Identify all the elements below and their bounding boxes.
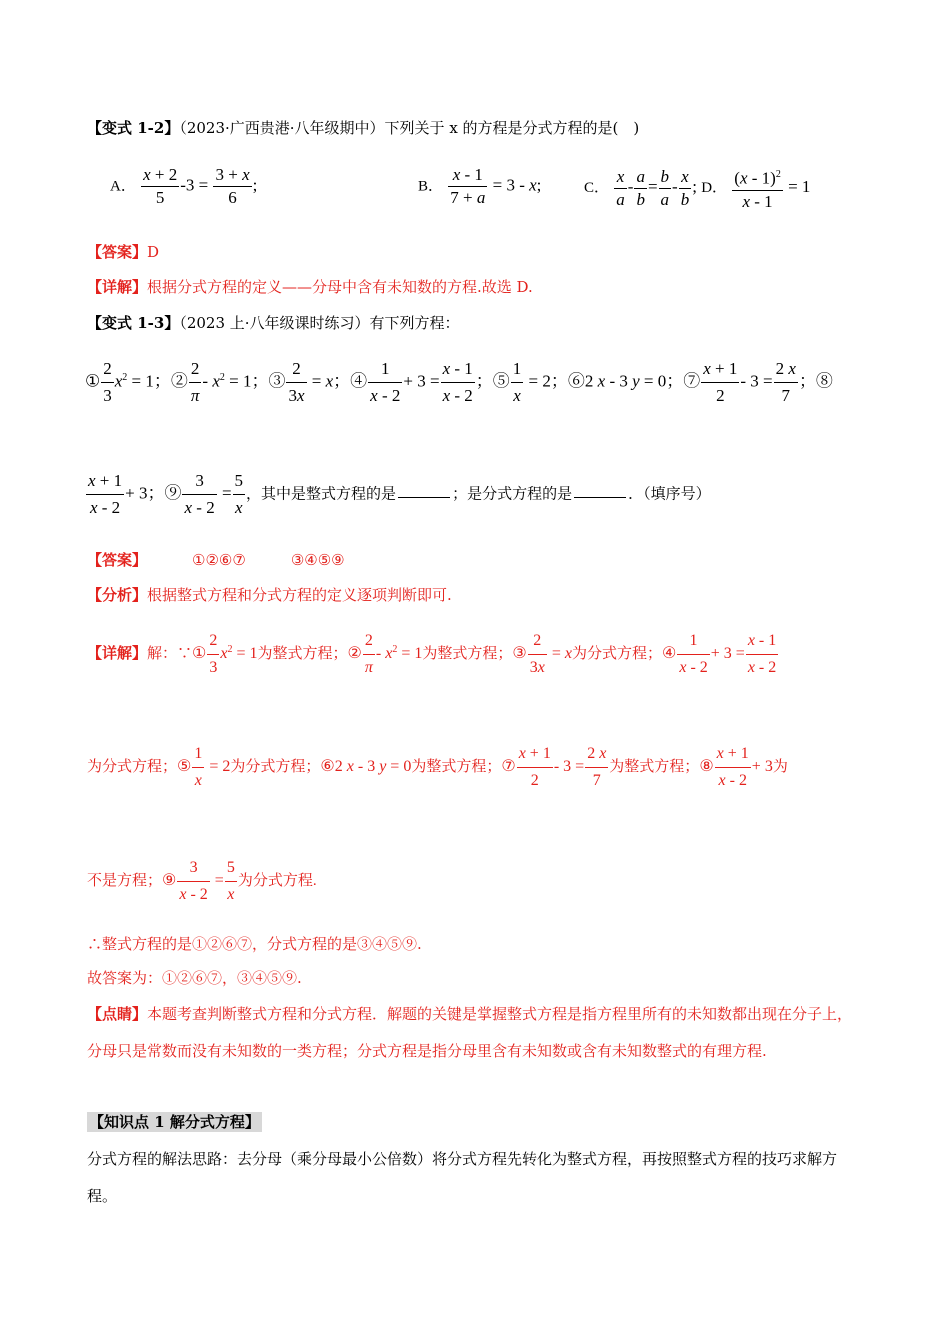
detail-text: 为分式方程；	[230, 759, 321, 776]
knowledge-point-title	[87, 1111, 262, 1132]
answer-1-2	[87, 241, 159, 262]
option-c-label: C．	[584, 180, 610, 197]
blank-integral[interactable]	[398, 497, 450, 498]
answer-tag: 【答案】	[87, 243, 148, 261]
option-a-label: A．	[110, 178, 136, 195]
formula: $\frac{x - 1}{7 + a}$	[450, 165, 486, 207]
comment-paragraph	[87, 996, 863, 1070]
formula: $\frac{(x - 1)^2}{x - 1}$	[732, 164, 783, 213]
detail-text: 为整式方程；	[411, 759, 502, 776]
analysis-tag: 【分析】	[87, 586, 148, 604]
conclusion-line-2: 故答案为：①②⑥⑦，③④⑤⑨.	[87, 969, 302, 987]
conclusion-line-1: ∴整式方程的是①②⑥⑦，分式方程的是③④⑤⑨.	[87, 935, 422, 953]
detail-text: 为整式方程；	[257, 646, 348, 663]
option-b-label: B．	[418, 178, 444, 195]
option-d-label: D．	[701, 180, 728, 197]
knowledge-point-text: 分式方程的解法思路：去分母（乘分母最小公倍数）将分式方程先转化为整式方程，再按照整式方程的技巧求解方程。	[87, 1150, 838, 1205]
explanation-1-2	[87, 276, 533, 297]
answer-1-3	[87, 549, 345, 570]
question-text: ，其中是整式方程的是	[246, 486, 397, 503]
variant-tag: 【变式 1-2】	[87, 119, 180, 137]
formula: $\frac{3 + x}{6}$	[215, 165, 250, 207]
knowledge-point-heading: 【知识点 1 解分式方程】	[89, 1113, 260, 1131]
comment-tag: 【点睛】	[87, 1005, 148, 1023]
option-b: B． $\frac{x - 1}{7 + a}$ = 3 - x;	[418, 165, 542, 207]
detail-line-2: 为分式方程；⑤ $\frac{1}{x}$ = 2为分式方程；⑥2 x - 3 y = 0为整式方程；⑦ $\frac{x + 1}{2}$ - 3 = $\frac{2 x}{7}$ 为整式方程；⑧ $\frac{x + 1}{x - 2}$ + 3为	[87, 741, 788, 794]
answer-text: D	[147, 243, 160, 261]
explanation-text: 根据分式方程的定义——分母中含有未知数的方程.故选 D.	[147, 278, 533, 296]
detail-text: 为整式方程；	[422, 646, 513, 663]
analysis-1-3	[87, 584, 452, 605]
detail-line-1: 【详解】解：∵① $\frac{2}{3}$ $x^2 = 1$为整式方程；② $\frac{2}{\pi}$ - $x^2 = 1$为整式方程；③ $\frac{2}{3x}$ = x为分式方程；④ $\frac{1}{x - 2}$ + 3 = $\frac{x - 1}{x - 2}$	[87, 628, 779, 681]
question-text: ．（填序号）	[628, 486, 711, 503]
variant-question: 下列关于 x 的方程是分式方程的是( )	[384, 119, 640, 137]
formula: $\frac{x}{a}$	[616, 166, 625, 209]
option-a: A． $\frac{x + 2}{5}$ -3 = $\frac{3 + x}{6}$ ;	[110, 165, 258, 207]
variant-question: 有下列方程：	[369, 314, 460, 332]
formula: $\frac{x + 2}{5}$	[143, 165, 178, 207]
variant-1-2-title	[87, 117, 639, 138]
variant-1-3-title	[87, 312, 460, 333]
equation-list-line-1: ① $\frac{2}{3}$ $x^2 = 1$；② $\frac{2}{\pi}$ - $x^2 = 1$；③ $\frac{2}{3x}$ = x；④ $\frac{1}{x - 2}$ + 3 = $\frac{x - 1}{x - 2}$ ；⑤ $\frac{1}{x}$ = 2；⑥2 x - 3 y = 0；⑦ $\frac{x + 1}{2}$ - 3 = $\frac{2 x}{7}$ ；⑧	[85, 356, 833, 409]
answer-part-1: ①②⑥⑦	[192, 551, 246, 569]
explanation-tag: 【详解】	[87, 278, 148, 296]
comment-text: 本题考查判断整式方程和分式方程．解题的关键是掌握整式方程是指方程里所有的未知数都出现在分子上，分母只是常数而没有未知数的一类方程；分式方程是指分母里含有未知数或含有未知数整式的有理方程.	[87, 1005, 853, 1060]
detail-text: 为整式方程；	[609, 759, 700, 776]
detail-text: 解：∵	[147, 646, 193, 663]
variant-source: （2023·广西贵港·八年级期中）	[179, 119, 385, 137]
variant-source: （2023 上·八年级课时练习）	[179, 314, 370, 332]
option-c: C． $\frac{x}{a}$ - $\frac{a}{b}$ = $\frac{b}{a}$ - $\frac{x}{b}$ ; D． $\frac{(x - 1)^2}{x - 1}$ = 1	[584, 164, 810, 213]
detail-text: 为分式方程；	[571, 646, 662, 663]
variant-tag: 【变式 1-3】	[87, 314, 180, 332]
question-text: ；是分式方程的是	[452, 486, 573, 503]
blank-fractional[interactable]	[574, 497, 626, 498]
answer-tag: 【答案】	[87, 551, 148, 569]
detail-text: 为	[772, 759, 788, 776]
detail-tag: 【详解】	[87, 646, 148, 663]
answer-part-2: ③④⑤⑨	[290, 551, 345, 569]
analysis-text: 根据整式方程和分式方程的定义逐项判断即可.	[147, 586, 452, 604]
equation-list-line-2: $\frac{x + 1}{x - 2}$ + 3；⑨ $\frac{3}{x - 2}$ = $\frac{5}{x}$ ，其中是整式方程的是 ；是分式方程的是 ．（填序号）	[85, 468, 711, 521]
detail-text: 不是方程；	[87, 873, 163, 890]
detail-line-3: 不是方程；⑨ $\frac{3}{x - 2}$ = $\frac{5}{x}$ 为分式方程.	[87, 855, 317, 908]
detail-text: 为分式方程；	[87, 759, 178, 776]
detail-text: 为分式方程.	[237, 873, 317, 890]
